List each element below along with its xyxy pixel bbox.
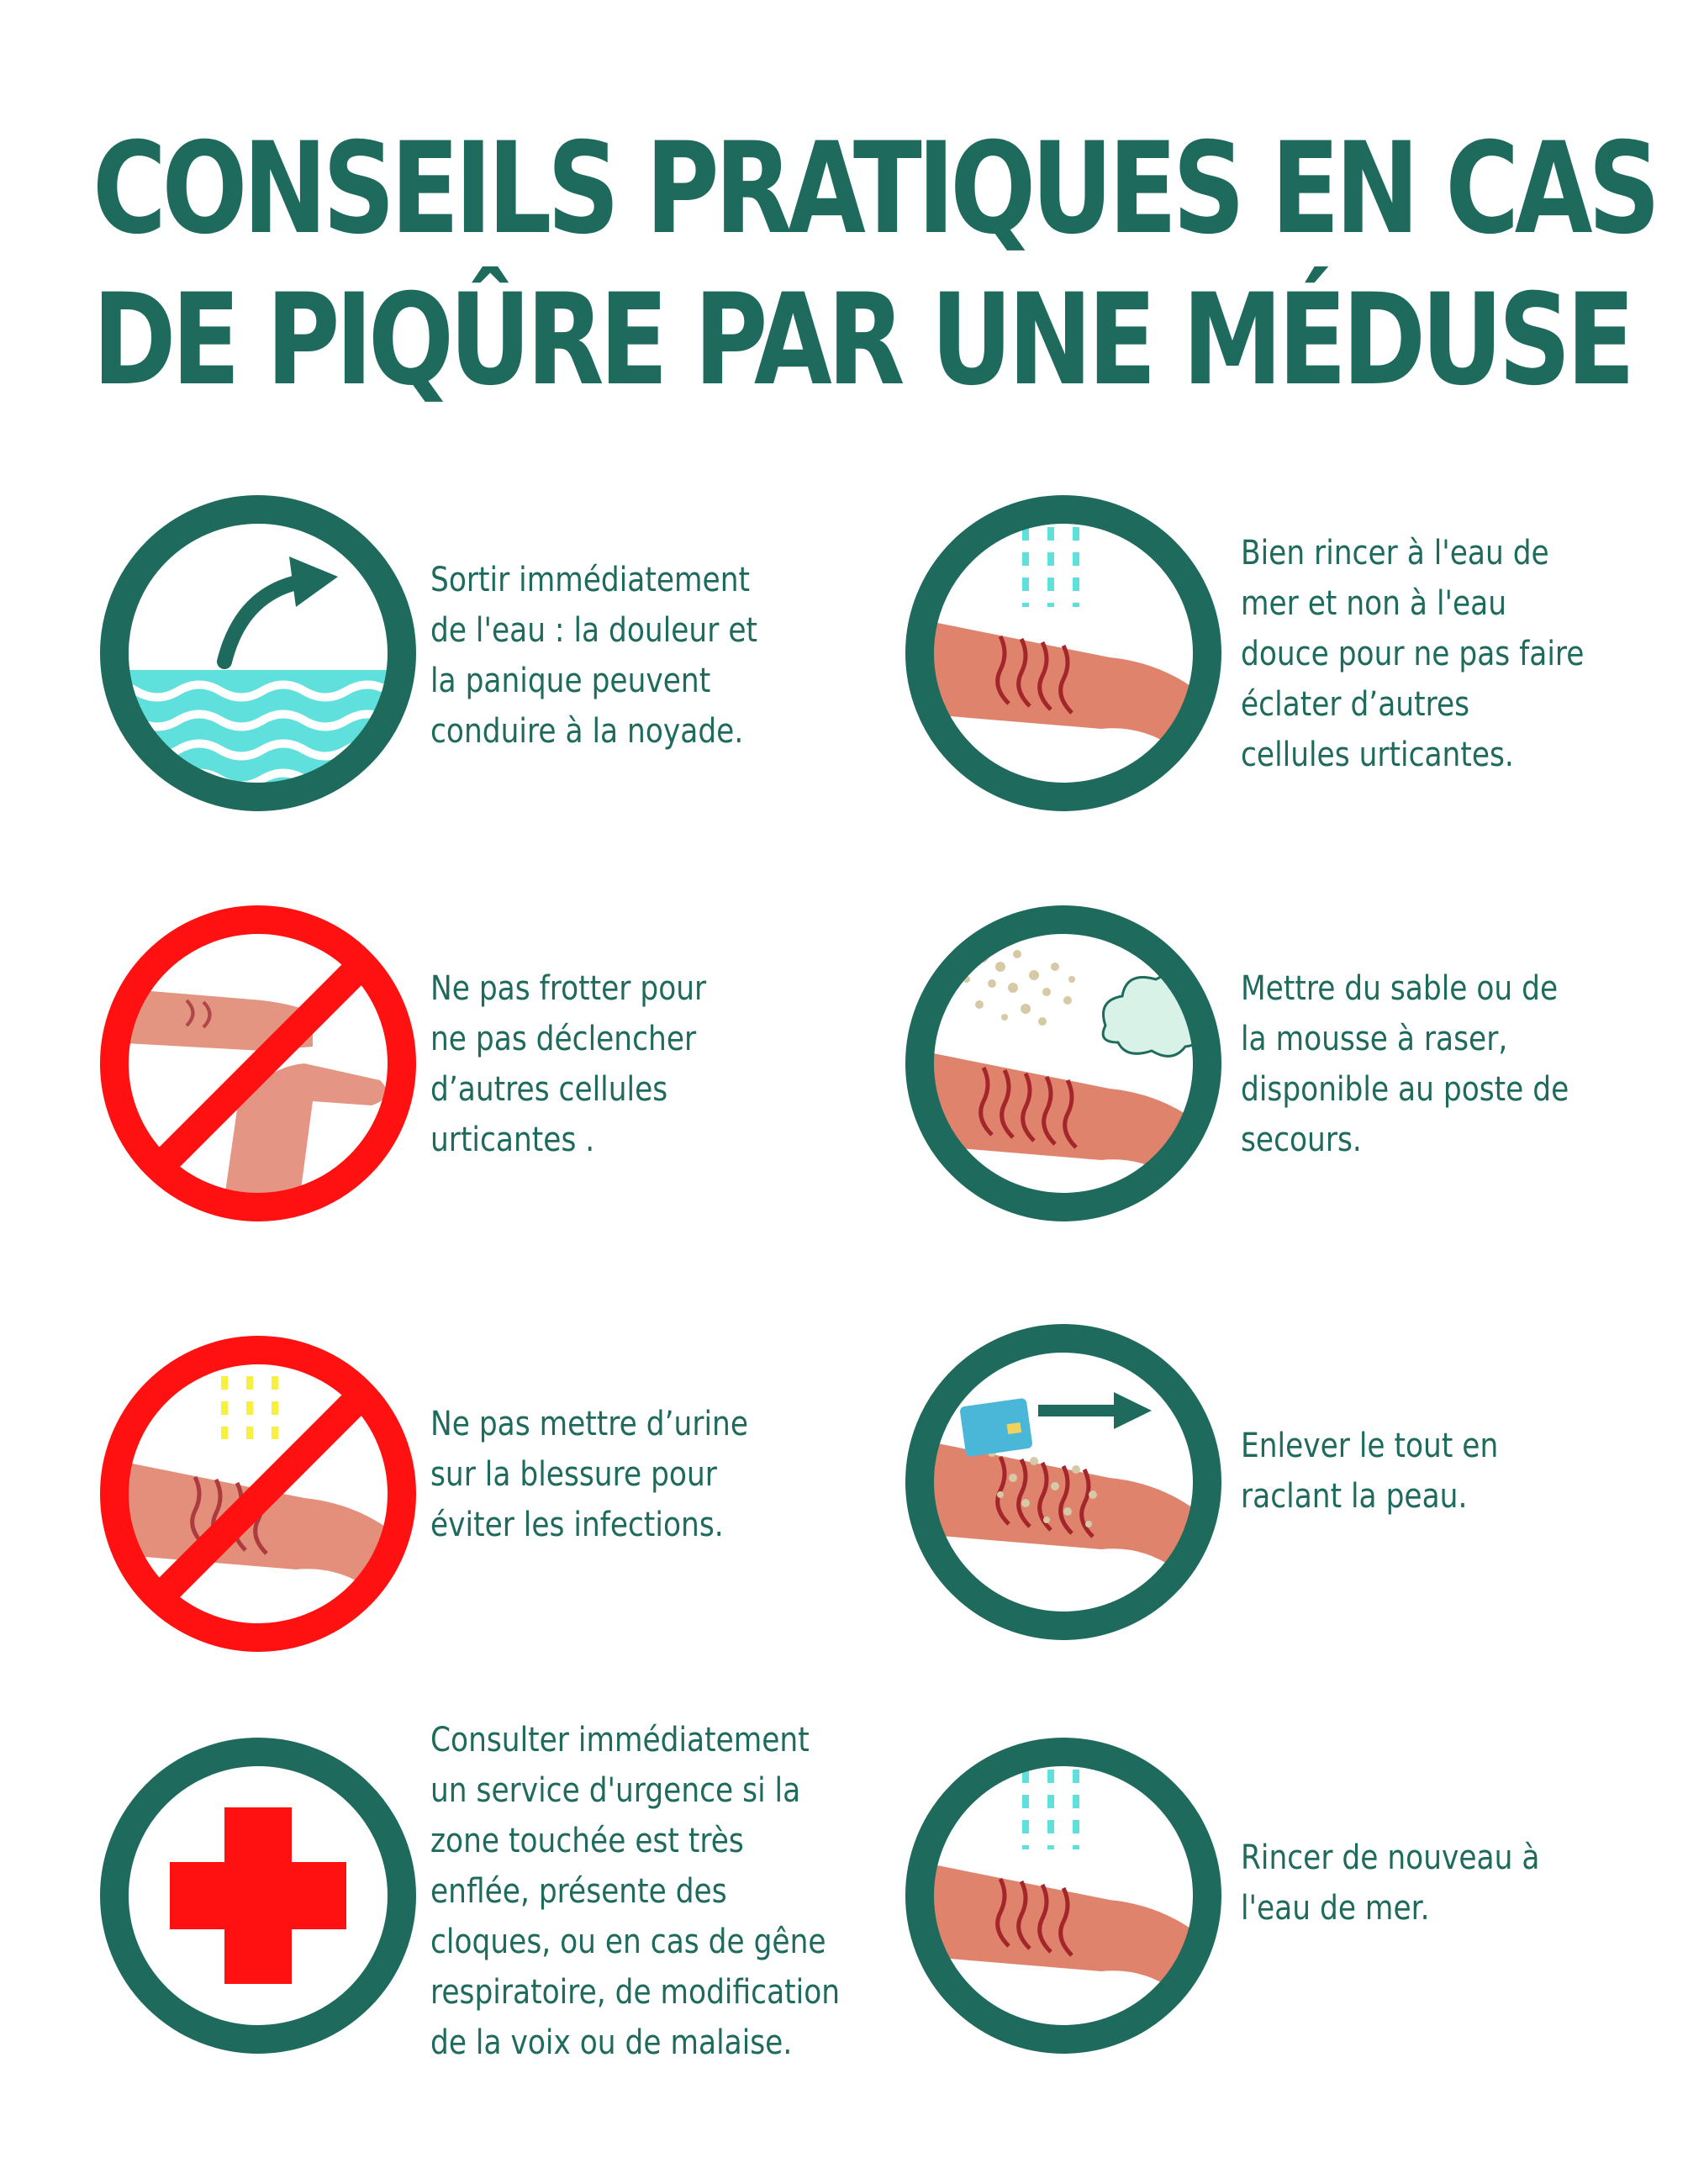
item-text-line: de la voix ou de malaise. xyxy=(430,2023,793,2062)
item-7-text xyxy=(430,1715,893,2068)
scrape-card-icon xyxy=(899,1318,1227,1646)
no-urine-icon xyxy=(94,1330,422,1658)
red-cross-icon xyxy=(94,1732,422,2060)
item-1-text xyxy=(430,555,893,757)
item-8-text xyxy=(1241,1833,1688,1933)
item-text-line: Rincer de nouveau à xyxy=(1241,1838,1540,1877)
item-text-line: douce pour ne pas faire xyxy=(1241,635,1585,673)
item-text-line: ne pas déclencher xyxy=(430,1020,697,1058)
item-text-line: disponible au poste de xyxy=(1241,1070,1569,1109)
item-text-line: respiratoire, de modification xyxy=(430,1973,841,2012)
item-text-line: secours. xyxy=(1241,1121,1362,1159)
item-text-line: Mettre du sable ou de xyxy=(1241,969,1559,1008)
item-text-line: éclater d’autres xyxy=(1241,685,1470,724)
item-3-text xyxy=(430,963,893,1165)
item-text-line: l'eau de mer. xyxy=(1241,1889,1430,1928)
item-6-text xyxy=(1241,1421,1688,1522)
rinse-again-icon xyxy=(899,1732,1227,2060)
item-5-text xyxy=(430,1399,893,1550)
item-text-line: conduire à la noyade. xyxy=(430,712,744,751)
water-exit-arrow-icon xyxy=(94,489,422,817)
item-text-line: Ne pas mettre d’urine xyxy=(430,1405,748,1443)
item-4-text xyxy=(1241,963,1688,1165)
sand-foam-icon xyxy=(899,899,1227,1227)
title-line-1: CONSEILS PRATIQUES EN CAS xyxy=(92,116,1656,262)
item-text-line: la mousse à raser, xyxy=(1241,1020,1508,1058)
item-text-line: Sortir immédiatement xyxy=(430,561,750,599)
item-text-line: cloques, ou en cas de gêne xyxy=(430,1923,826,1961)
item-text-line: Enlever le tout en xyxy=(1241,1427,1499,1465)
item-text-line: de l'eau : la douleur et xyxy=(430,611,757,650)
item-text-line: Bien rincer à l'eau de xyxy=(1241,534,1549,572)
page-title xyxy=(92,113,1656,416)
item-2-text xyxy=(1241,528,1688,780)
title-line-2: DE PIQÛRE PAR UNE MÉDUSE xyxy=(92,267,1631,414)
item-text-line: sur la blessure pour xyxy=(430,1455,717,1494)
item-text-line: raclant la peau. xyxy=(1241,1477,1468,1516)
item-text-line: Ne pas frotter pour xyxy=(430,969,707,1008)
item-text-line: un service d'urgence si la xyxy=(430,1771,801,1810)
item-text-line: Consulter immédiatement xyxy=(430,1721,810,1759)
item-text-line: urticantes . xyxy=(430,1121,595,1159)
item-text-line: zone touchée est très xyxy=(430,1822,744,1860)
item-text-line: la panique peuvent xyxy=(430,662,711,700)
item-text-line: éviter les infections. xyxy=(430,1506,724,1544)
item-text-line: mer et non à l'eau xyxy=(1241,584,1507,623)
item-text-line: enflée, présente des xyxy=(430,1872,727,1911)
item-text-line: d’autres cellules xyxy=(430,1070,668,1109)
item-text-line: cellules urticantes. xyxy=(1241,736,1514,774)
no-rubbing-icon xyxy=(94,899,422,1227)
rinse-seawater-icon xyxy=(899,489,1227,817)
